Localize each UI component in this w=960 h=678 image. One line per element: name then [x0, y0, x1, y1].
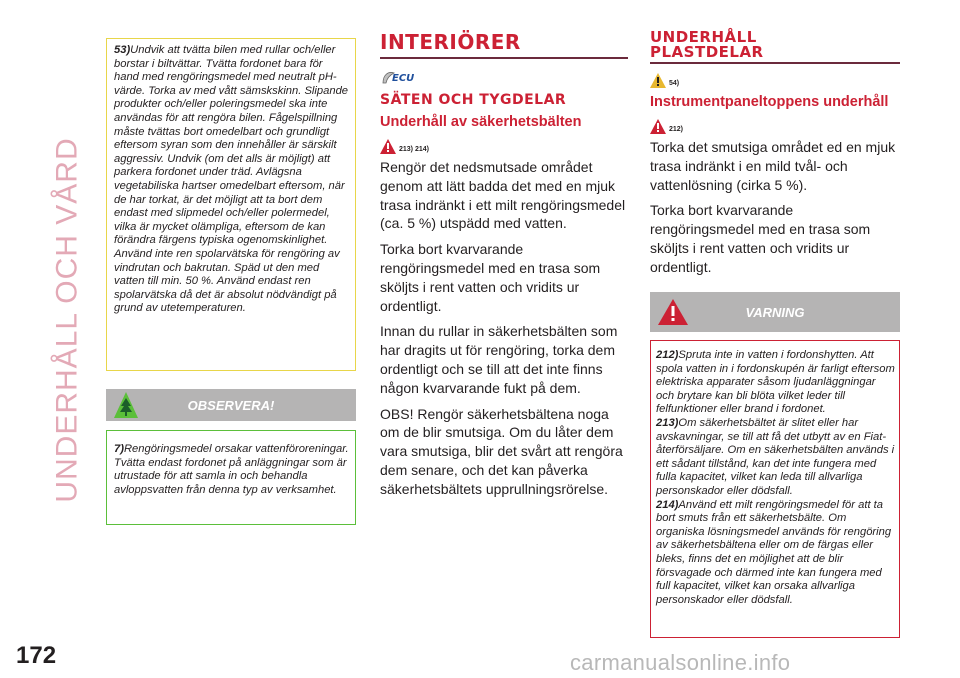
chapter-side-title	[48, 40, 88, 600]
tree-icon	[114, 392, 138, 418]
warning-item	[656, 417, 895, 499]
caution-triangle-icon	[650, 73, 666, 88]
warning-number: 213)	[656, 416, 679, 429]
warning-ref-text: 212)	[669, 126, 684, 133]
warning-item	[656, 349, 895, 417]
page-number: 172	[16, 642, 57, 669]
svg-text:ECU: ECU	[392, 73, 415, 84]
varning-label: VARNING	[745, 304, 805, 320]
section-heading: INTERIÖRER	[380, 30, 521, 54]
chapter-title-text: UNDERHÅLL OCH VÅRD	[51, 137, 85, 503]
heading-rule	[650, 62, 900, 64]
seatbelt-subheading: Underhåll av säkerhetsbälten	[380, 114, 582, 130]
paragraph: OBS! Rengör säkerhetsbältena noga om de blir smutsiga. Om du låter dem vara smutsiga, blir det svårt att rengöra dem senare, och det kan påverka säkerhetsbältets upprullningsrörelse.	[380, 405, 623, 497]
warning-item	[656, 499, 895, 608]
warning-ref-text: 213) 214)	[399, 146, 429, 153]
caution-refs	[650, 70, 900, 88]
note-number: 53)	[114, 44, 131, 56]
interior-column	[380, 30, 628, 499]
note-number: 7)	[114, 443, 124, 455]
warning-number: 214)	[656, 498, 679, 511]
warning-text: Om säkerhetsbältet är slitet eller har avskavningar, se till att få det utbytt av en Fiat-återförsäljare. Om en säkerhetsbälten används i ett sådant tillstånd, kan det inte fungera med fulla kapacitet, vilket kan leda till allvarliga personskador eller dödsfall.	[656, 416, 895, 497]
warning-text: Spruta inte in vatten i fordonshytten. Att spola vatten in i fordonskupén är farligt eftersom elektriska apparater såsom ljudanläggningar och brytare kan bli blöta vilket leder till felfunktioner eller brand i fordonet.	[656, 349, 895, 416]
section-heading-line1: UNDERHÅLL	[650, 28, 757, 46]
paragraph: Torka bort kvarvarande rengöringsmedel med en trasa som sköljts i rent vatten och vridits ur ordentligt.	[650, 202, 871, 275]
warning-refs	[650, 116, 900, 134]
warning-refs	[380, 136, 628, 154]
paragraph: Torka det smutsiga området ed en mjuk trasa indränkt i en mild tvål- och vattenlösning (cirka 5 %).	[650, 139, 896, 193]
paragraph: Torka bort kvarvarande rengöringsmedel med en trasa som sköljts i rent vatten och vridits ur ordentligt.	[380, 241, 601, 314]
warning-number: 212)	[656, 349, 679, 361]
warning-triangle-icon	[650, 119, 666, 134]
ecu-icon	[380, 65, 416, 87]
section-heading-line2: PLASTDELAR	[650, 43, 764, 61]
warning-box	[650, 340, 900, 638]
heading-rule	[380, 57, 628, 59]
dashboard-subheading: Instrumentpaneltoppens underhåll	[650, 94, 889, 110]
note-text: Rengöringsmedel orsakar vattenföroreningar. Tvätta endast fordonet på anläggningar som är utrustade för att samla in och behandla avloppsvatten från denna typ av verksamhet.	[114, 443, 349, 496]
seats-subheading: SÄTEN OCH TYGDELAR	[380, 92, 567, 108]
watermark: carmanualsonline.info	[570, 650, 791, 675]
paragraph: Rengör det nedsmutsade området genom att lätt badda det med en mjuk trasa indränkt i ett milt rengöringsmedel (ca. 5 %) utspädd med vatten.	[380, 159, 626, 232]
observera-header	[106, 389, 356, 421]
varning-header	[650, 292, 900, 332]
warning-text: Använd ett milt rengöringsmedel för att ta bort smuts från ett säkerhetsbälte. Om organiska lösningsmedel används för rengöring av säkerhetsbältena eller om de färgas eller bleks, finns det en möjlighet att de blir försvagade och därmed inte kan fungera med full kapacitet, vilket kan orsaka allvarliga personskador eller dödsfall.	[656, 498, 892, 606]
warning-triangle-icon	[380, 139, 396, 154]
note-box-53	[106, 38, 356, 371]
note-text: Undvik att tvätta bilen med rullar och/eller borstar i biltvättar. Tvätta fordonet bara för hand med rengöringsmedel med neutralt pH-värde. Torka av med vått sämskskinn. Slipande produkter och/eller poleringsmedel ska inte användas för att rengöra bilen. Fågelspillning måste tvättas bort omedelbart och grundligt eftersom syran som den innehåller är särskilt aggressiv. Undvik (om det alls är möjligt) att parkera fordonet under träd. Avlägsna vegetabiliska hartser omedelbart eftersom, när de har torkat, är det möjligt att ta bort dem endast med slipmedel och/eller polermedel, vilka är mycket olämpliga, eftersom de kan förändra färgens typiska ogenomskinlighet. Använd inte ren spolarvätska för rengöring av vindrutan och bakrutan. Späd ut den med vatten till min. 50 %. Använd endast ren spolarvätska då det är absolut nödvändigt på grund av utetemperaturen.	[114, 44, 349, 315]
warning-triangle-icon	[658, 299, 688, 325]
caution-ref-text: 54)	[669, 80, 680, 87]
plastic-column	[650, 30, 900, 277]
note-box-7	[106, 430, 356, 525]
paragraph: Innan du rullar in säkerhetsbälten som har dragits ut för rengöring, torka dem ordentligt och se till att det inte finns någon kvarvarande fukt på dem.	[380, 323, 618, 396]
observera-label: OBSERVERA!	[187, 397, 275, 413]
